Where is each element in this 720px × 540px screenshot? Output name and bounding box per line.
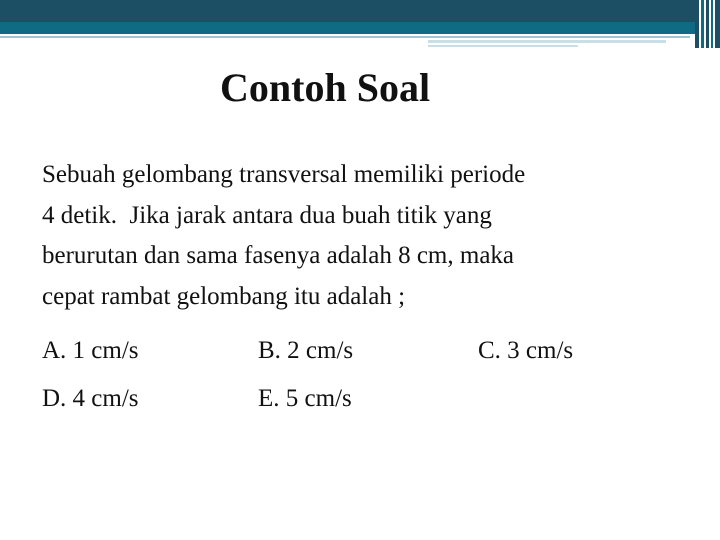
header-band-teal (0, 22, 695, 34)
header-underline (0, 36, 690, 38)
option-b: B. 2 cm/s (258, 337, 354, 364)
question-line: 4 detik. Jika jarak antara dua buah titik yang (42, 201, 492, 229)
header-stripe (701, 0, 704, 48)
question-text (42, 155, 682, 317)
header-stripe (715, 0, 720, 48)
header-band-dark (0, 0, 695, 22)
slide-title: Contoh Soal (220, 65, 431, 110)
header-accent-line (428, 40, 666, 43)
header-accent-line (428, 45, 578, 47)
option-e: E. 5 cm/s (258, 385, 352, 412)
question-line: berurutan dan sama fasenya adalah 8 cm, maka (42, 242, 515, 269)
header-stripe (706, 0, 709, 48)
option-a: A. 1 cm/s (42, 337, 139, 364)
option-d: D. 4 cm/s (42, 385, 139, 412)
header-stripe (695, 0, 699, 48)
option-c: C. 3 cm/s (478, 337, 574, 364)
question-line: Sebuah gelombang transversal memiliki periode (42, 161, 526, 188)
header-stripe (711, 0, 713, 48)
question-line: cepat rambat gelombang itu adalah ; (42, 282, 406, 310)
